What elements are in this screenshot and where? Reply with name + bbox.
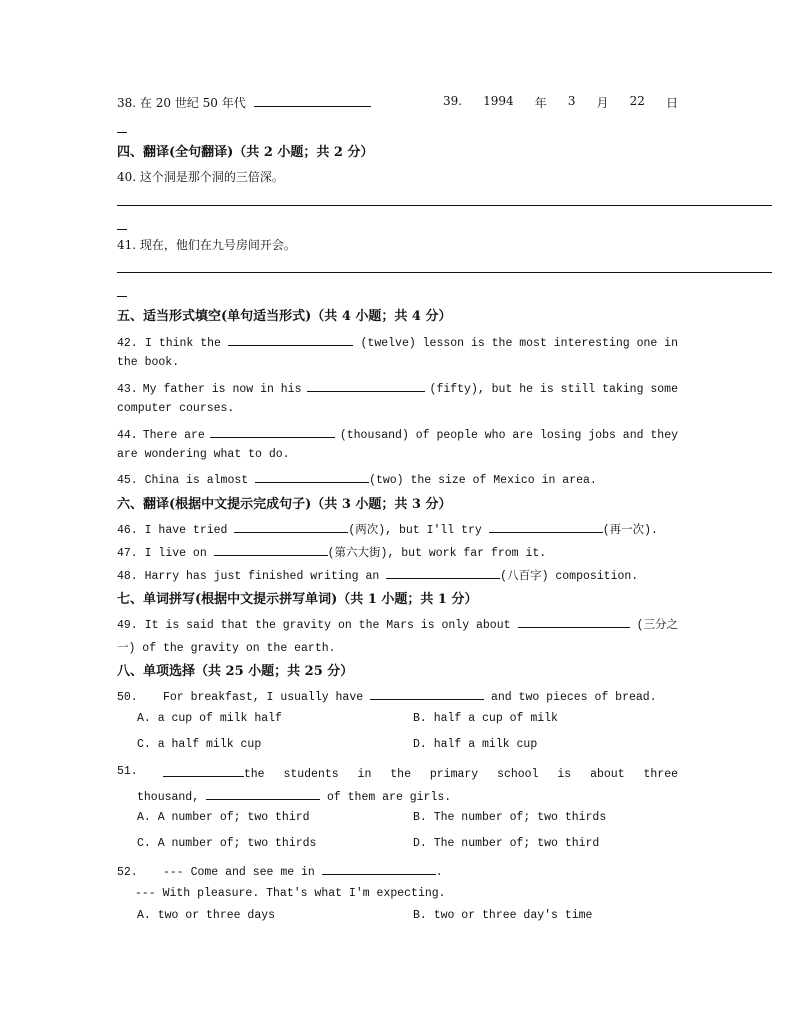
question-text-a: There are: [142, 429, 205, 442]
question-text-a: I have tried: [144, 524, 228, 537]
question-42-line-1: [117, 334, 678, 350]
question-text-b: (两次), but I'll try: [348, 524, 482, 537]
month-unit: 月: [596, 96, 609, 110]
answer-blank[interactable]: [307, 380, 425, 392]
section-8-heading: 八、单项选择（共 25 小题；共 25 分）: [117, 664, 354, 679]
question-text-a: Harry has just finished writing an: [144, 570, 380, 583]
question-text-b: (thousand) of people who are losing jobs and they: [339, 429, 678, 442]
question-number: 43.: [117, 383, 138, 396]
question-44-line-1: [117, 426, 678, 442]
question-number: 42.: [117, 337, 138, 350]
answer-blank[interactable]: [322, 863, 436, 875]
answer-blank[interactable]: [163, 765, 244, 777]
question-text-a: China is almost: [144, 474, 249, 487]
section-6-heading: 六、翻译(根据中文提示完成句子)（共 3 小题；共 3 分）: [117, 497, 452, 512]
question-number: 40.: [117, 170, 137, 184]
option-b[interactable]: B. The number of; two thirds: [413, 811, 607, 824]
question-48: [117, 567, 638, 583]
question-number: 44.: [117, 429, 138, 442]
question-text-b: (第六大街), but work far from it.: [327, 547, 547, 560]
question-51-number: 51.: [117, 765, 138, 778]
question-text-b: (fifty), but he is still taking some: [429, 383, 678, 396]
answer-blank[interactable]: [206, 788, 320, 800]
question-text: the students in the primary school is about three: [243, 768, 678, 781]
option-c[interactable]: C. a half milk cup: [137, 738, 262, 751]
question-44-line-2: are wondering what to do.: [117, 448, 290, 461]
question-number: 47.: [117, 547, 138, 560]
question-text-b: of them are girls.: [326, 791, 452, 804]
question-text-b: (三分之: [636, 619, 678, 632]
question-49-line-1: [117, 616, 678, 632]
question-45: [117, 471, 597, 487]
question-number: 45.: [117, 474, 138, 487]
option-a[interactable]: A. a cup of milk half: [137, 712, 282, 725]
option-b[interactable]: B. half a cup of milk: [413, 712, 558, 725]
section-7-heading: 七、单词拼写(根据中文提示拼写单词)（共 1 小题；共 1 分）: [117, 592, 478, 607]
question-43-line-1: [117, 380, 678, 396]
day-value: 22: [629, 94, 645, 108]
question-text-c: (再一次).: [602, 524, 658, 537]
question-42-line-2: the book.: [117, 356, 180, 369]
answer-blank[interactable]: [228, 334, 353, 346]
question-number: 39.: [443, 94, 463, 108]
question-text-a: For breakfast, I usually have: [163, 691, 364, 704]
question-text: 现在，他们在九号房间开会。: [139, 238, 296, 252]
answer-blank[interactable]: [489, 521, 603, 533]
section-5-heading: 五、适当形式填空(单句适当形式)（共 4 小题；共 4 分）: [117, 309, 452, 324]
question-text: 在 20 世纪 50 年代: [139, 96, 246, 110]
answer-blank[interactable]: [370, 688, 484, 700]
answer-blank[interactable]: [518, 616, 630, 628]
answer-blank[interactable]: [214, 544, 328, 556]
answer-line-stub: [117, 132, 127, 133]
question-text: 这个洞是那个洞的三倍深。: [139, 170, 284, 184]
answer-line[interactable]: [117, 205, 772, 206]
option-a[interactable]: A. two or three days: [137, 909, 276, 922]
question-49-line-2: 一) of the gravity on the earth.: [117, 642, 336, 655]
question-number: 41.: [117, 238, 137, 252]
answer-blank[interactable]: [210, 426, 335, 438]
month-value: 3: [567, 94, 576, 108]
question-52: [117, 863, 443, 879]
answer-line-stub: [117, 296, 127, 297]
answer-blank[interactable]: [234, 521, 348, 533]
question-text-a: It is said that the gravity on the Mars is only about: [144, 619, 511, 632]
question-number: 50.: [117, 691, 138, 704]
question-number: 48.: [117, 570, 138, 583]
question-41: [117, 236, 296, 253]
answer-line-stub: [117, 229, 127, 230]
option-d[interactable]: D. The number of; two third: [413, 837, 600, 850]
option-a[interactable]: A. A number of; two third: [137, 811, 310, 824]
option-d[interactable]: D. half a milk cup: [413, 738, 538, 751]
question-number: 52.: [117, 866, 138, 879]
question-number: 38.: [117, 96, 137, 110]
year-unit: 年: [534, 96, 547, 110]
section-4-heading: 四、翻译(全句翻译)（共 2 小题；共 2 分）: [117, 145, 374, 160]
question-number: 49.: [117, 619, 138, 632]
year-value: 1994: [483, 94, 514, 108]
question-text-b: (two) the size of Mexico in area.: [369, 474, 597, 487]
question-text-a: --- Come and see me in: [163, 866, 315, 879]
question-47: [117, 544, 546, 560]
question-text-b: .: [435, 866, 443, 879]
option-c[interactable]: C. A number of; two thirds: [137, 837, 317, 850]
question-43-line-2: computer courses.: [117, 402, 235, 415]
question-51-line-2: [137, 788, 451, 804]
question-52-line-2: --- With pleasure. That's what I'm expecting.: [135, 887, 446, 900]
question-text-a: I think the: [145, 337, 221, 350]
question-text-b: (八百字) composition.: [500, 570, 639, 583]
question-50: [117, 688, 657, 704]
question-51-line-1: [163, 765, 678, 781]
option-b[interactable]: B. two or three day's time: [413, 909, 593, 922]
answer-blank[interactable]: [255, 471, 369, 483]
answer-blank[interactable]: [386, 567, 500, 579]
question-text-a: thousand,: [137, 791, 200, 804]
question-46: [117, 521, 658, 537]
question-text-b: and two pieces of bread.: [490, 691, 657, 704]
day-unit: 日: [665, 96, 678, 110]
question-text-b: (twelve) lesson is the most interesting one in: [360, 337, 678, 350]
question-text-a: My father is now in his: [142, 383, 302, 396]
question-text-a: I live on: [144, 547, 207, 560]
question-40: [117, 168, 284, 185]
question-number: 46.: [117, 524, 138, 537]
answer-blank[interactable]: [254, 95, 371, 107]
question-38: [117, 94, 371, 111]
answer-line[interactable]: [117, 272, 772, 273]
question-39: [443, 94, 678, 111]
